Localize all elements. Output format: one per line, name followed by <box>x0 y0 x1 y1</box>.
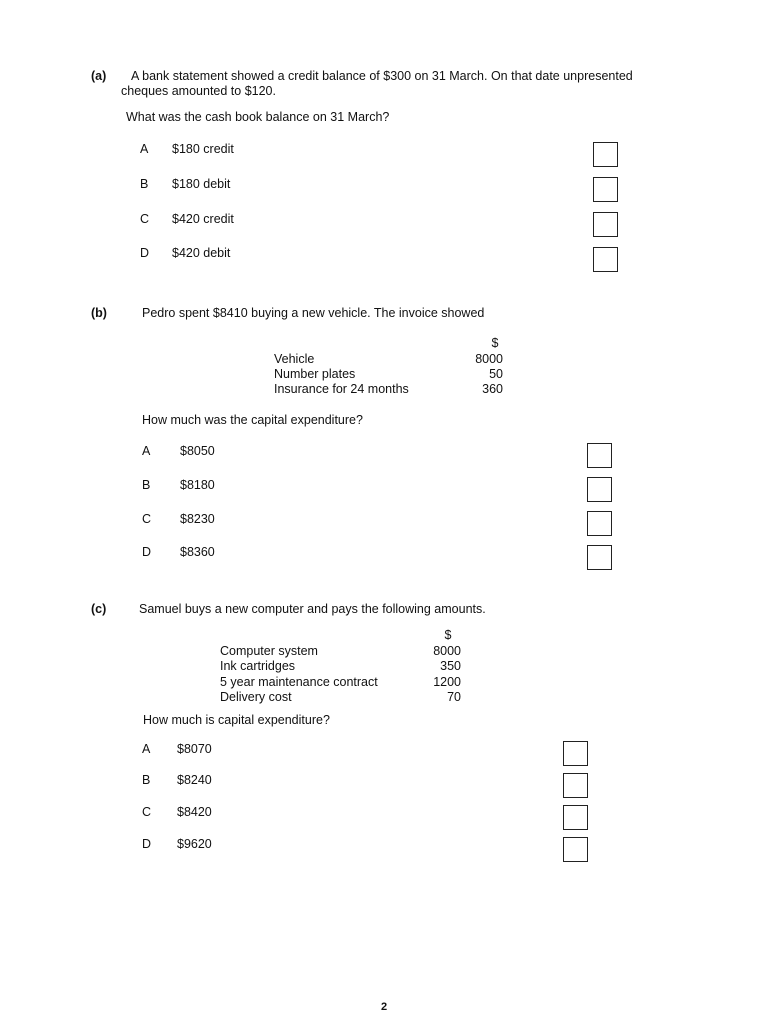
question-a-label: (a) <box>91 69 107 83</box>
question-c-label: (c) <box>91 602 107 616</box>
question-a-stem-line1: A bank statement showed a credit balance of $300 on 31 March. On that date unpresented <box>131 69 633 83</box>
invoice-c-item-amount: 1200 <box>433 675 461 689</box>
answer-checkbox-c-a[interactable] <box>563 741 588 766</box>
option-b-b-letter: B <box>142 478 151 492</box>
option-a-b-letter: B <box>140 177 149 191</box>
invoice-c-item-name: Delivery cost <box>220 690 292 704</box>
option-a-d-letter: D <box>140 246 150 260</box>
page-number: 2 <box>380 1001 388 1013</box>
invoice-b-item-name: Number plates <box>274 367 356 381</box>
invoice-c-item-amount: 8000 <box>433 644 461 658</box>
answer-checkbox-c-d[interactable] <box>563 837 588 862</box>
option-c-c-text: $8420 <box>177 805 212 819</box>
question-a-prompt: What was the cash book balance on 31 March? <box>126 110 390 124</box>
option-c-b-text: $8240 <box>177 773 212 787</box>
option-a-c-letter: C <box>140 212 150 226</box>
answer-checkbox-c-c[interactable] <box>563 805 588 830</box>
option-b-b-text: $8180 <box>180 478 215 492</box>
invoice-b-item-amount: 50 <box>489 367 503 381</box>
question-b-prompt: How much was the capital expenditure? <box>142 413 363 427</box>
option-b-a-letter: A <box>142 444 151 458</box>
answer-checkbox-a-b[interactable] <box>593 177 618 202</box>
invoice-b-item-name: Insurance for 24 months <box>274 382 409 396</box>
option-a-d-text: $420 debit <box>172 246 231 260</box>
invoice-c-item-name: 5 year maintenance contract <box>220 675 378 689</box>
invoice-c-item-amount: 350 <box>440 659 461 673</box>
option-a-c-text: $420 credit <box>172 212 234 226</box>
invoice-c-item-name: Computer system <box>220 644 318 658</box>
option-c-c-letter: C <box>142 805 152 819</box>
question-b-stem: Pedro spent $8410 buying a new vehicle. The invoice showed <box>142 306 485 320</box>
option-c-d-text: $9620 <box>177 837 212 851</box>
question-c-prompt: How much is capital expenditure? <box>143 713 330 727</box>
option-b-d-letter: D <box>142 545 152 559</box>
option-b-c-letter: C <box>142 512 152 526</box>
invoice-c-currency-header: $ <box>444 628 452 642</box>
option-c-a-letter: A <box>142 742 151 756</box>
answer-checkbox-a-a[interactable] <box>593 142 618 167</box>
option-a-a-text: $180 credit <box>172 142 234 156</box>
answer-checkbox-b-a[interactable] <box>587 443 612 468</box>
question-a-stem-line2: cheques amounted to $120. <box>121 84 276 98</box>
invoice-b-item-name: Vehicle <box>274 352 315 366</box>
invoice-c-item-amount: 70 <box>447 690 461 704</box>
option-b-a-text: $8050 <box>180 444 215 458</box>
option-b-d-text: $8360 <box>180 545 215 559</box>
invoice-b-currency-header: $ <box>491 336 499 350</box>
answer-checkbox-b-d[interactable] <box>587 545 612 570</box>
question-b-label: (b) <box>91 306 107 320</box>
answer-checkbox-a-c[interactable] <box>593 212 618 237</box>
option-c-d-letter: D <box>142 837 152 851</box>
answer-checkbox-a-d[interactable] <box>593 247 618 272</box>
option-c-a-text: $8070 <box>177 742 212 756</box>
option-a-b-text: $180 debit <box>172 177 231 191</box>
question-c-stem: Samuel buys a new computer and pays the following amounts. <box>139 602 486 616</box>
invoice-c-item-name: Ink cartridges <box>220 659 296 673</box>
option-a-a-letter: A <box>140 142 149 156</box>
invoice-b-item-amount: 360 <box>482 382 503 396</box>
answer-checkbox-b-b[interactable] <box>587 477 612 502</box>
invoice-b-item-amount: 8000 <box>475 352 503 366</box>
option-b-c-text: $8230 <box>180 512 215 526</box>
answer-checkbox-c-b[interactable] <box>563 773 588 798</box>
option-c-b-letter: B <box>142 773 151 787</box>
answer-checkbox-b-c[interactable] <box>587 511 612 536</box>
